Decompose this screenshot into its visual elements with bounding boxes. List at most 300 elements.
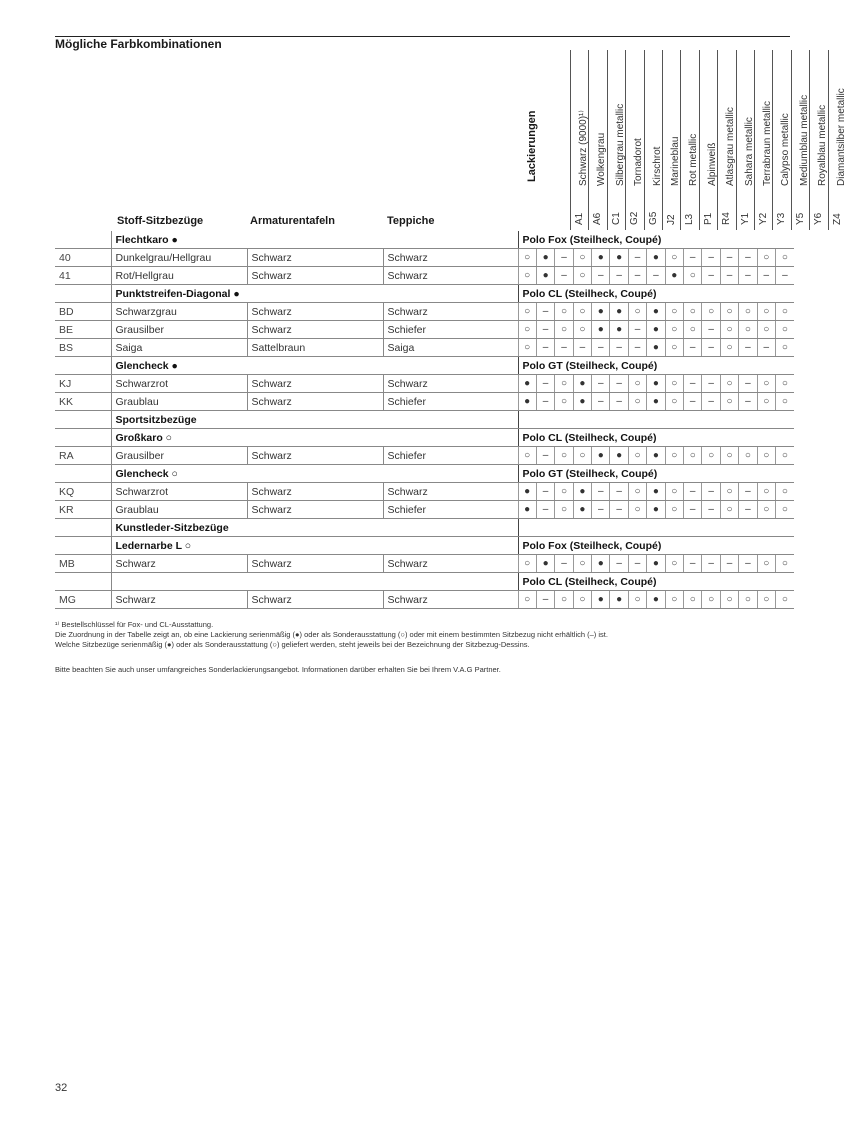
availability-mark: – (702, 339, 720, 357)
carpet-cell: Schiefer (383, 447, 518, 465)
availability-mark: ○ (665, 321, 683, 339)
availability-mark: – (628, 321, 646, 339)
availability-mark: – (555, 555, 573, 573)
seat-cell: Graublau (111, 393, 247, 411)
paint-name: Schwarz (9000)¹⁾ (578, 110, 589, 186)
availability-mark: ○ (702, 303, 720, 321)
section-row (55, 519, 794, 537)
model-label: Polo GT (Steilheck, Coupé) (518, 465, 794, 483)
availability-mark: ● (647, 375, 665, 393)
availability-mark: ○ (555, 321, 573, 339)
availability-mark: ○ (720, 393, 738, 411)
availability-mark: – (684, 393, 702, 411)
dash-cell: Schwarz (247, 393, 383, 411)
availability-mark: – (610, 483, 628, 501)
section-label: Punktstreifen-Diagonal ● (111, 285, 518, 303)
section-row (55, 411, 794, 429)
availability-mark: – (684, 501, 702, 519)
availability-mark: ○ (702, 447, 720, 465)
color-combination-table (55, 231, 794, 609)
dash-cell: Schwarz (247, 555, 383, 573)
seat-cell: Schwarzrot (111, 483, 247, 501)
dash-cell: Schwarz (247, 303, 383, 321)
availability-mark: – (684, 339, 702, 357)
section-label: Sportsitzbezüge (111, 411, 518, 429)
availability-mark: ○ (573, 555, 591, 573)
availability-mark: ○ (555, 501, 573, 519)
availability-mark: ○ (757, 483, 775, 501)
paint-name: Alpinweiß (706, 142, 718, 186)
availability-mark: ○ (665, 303, 683, 321)
availability-mark: ○ (665, 501, 683, 519)
section-label (111, 573, 518, 591)
availability-mark: ● (610, 591, 628, 609)
model-label: Polo Fox (Steilheck, Coupé) (518, 231, 794, 249)
availability-mark: – (720, 249, 738, 267)
paint-column-g5 (644, 50, 663, 230)
availability-mark: ● (592, 447, 610, 465)
footnote-1: ¹⁾ Bestellschlüssel für Fox- und CL-Ausstattung. (55, 620, 214, 629)
carpet-cell: Schwarz (383, 555, 518, 573)
availability-mark: – (739, 393, 757, 411)
availability-mark: ○ (702, 591, 720, 609)
availability-mark: ○ (518, 339, 536, 357)
availability-mark: ○ (665, 591, 683, 609)
availability-mark: ● (647, 591, 665, 609)
section-row (55, 465, 794, 483)
availability-mark: ○ (628, 303, 646, 321)
code-cell: BE (55, 321, 111, 339)
paint-name: Silbergrau metallic (614, 103, 626, 186)
availability-mark: ● (610, 447, 628, 465)
header-carpet: Teppiche (387, 215, 435, 227)
dash-cell: Schwarz (247, 591, 383, 609)
section-row (55, 231, 794, 249)
code-cell (55, 285, 111, 303)
availability-mark: – (536, 501, 554, 519)
availability-mark: ● (573, 393, 591, 411)
availability-mark: ○ (628, 591, 646, 609)
availability-mark: – (739, 483, 757, 501)
carpet-cell: Saiga (383, 339, 518, 357)
availability-mark: ○ (665, 393, 683, 411)
availability-mark: ○ (628, 375, 646, 393)
availability-mark: ● (647, 555, 665, 573)
availability-mark: – (720, 555, 738, 573)
availability-mark: ○ (720, 483, 738, 501)
paint-column-y2 (754, 50, 773, 230)
availability-mark: ● (592, 303, 610, 321)
availability-mark: ● (518, 393, 536, 411)
availability-mark: ○ (720, 447, 738, 465)
paint-code: R4 (721, 212, 733, 225)
availability-mark: – (739, 501, 757, 519)
code-cell: MG (55, 591, 111, 609)
availability-mark: ● (610, 249, 628, 267)
availability-mark: ○ (518, 555, 536, 573)
availability-mark: ○ (518, 303, 536, 321)
availability-mark: ○ (518, 249, 536, 267)
lackierungen-label: Lackierungen (526, 110, 538, 182)
availability-mark: ○ (775, 303, 793, 321)
paint-column-y5 (791, 50, 810, 230)
availability-mark: – (536, 303, 554, 321)
paint-code: Y3 (776, 212, 788, 225)
availability-mark: ○ (720, 375, 738, 393)
section-row (55, 537, 794, 555)
availability-mark: ● (665, 267, 683, 285)
availability-mark: ○ (739, 447, 757, 465)
availability-mark: ● (573, 483, 591, 501)
special-paint-note: Bitte beachten Sie auch unser umfangreiches Sonderlackierungsangebot. Informationen darüber erhalten Sie bei Ihrem V.A.G Partner. (55, 665, 501, 674)
availability-mark: – (536, 483, 554, 501)
paint-name: Calypso metallic (780, 113, 792, 186)
carpet-cell: Schwarz (383, 267, 518, 285)
code-cell: KR (55, 501, 111, 519)
paint-column-j2 (662, 50, 681, 230)
table-row (55, 501, 794, 519)
section-label: Kunstleder-Sitzbezüge (111, 519, 518, 537)
availability-mark: ○ (684, 303, 702, 321)
availability-mark: ○ (739, 321, 757, 339)
availability-mark: ○ (757, 393, 775, 411)
availability-mark: ○ (555, 375, 573, 393)
availability-mark: ○ (684, 321, 702, 339)
availability-mark: ○ (628, 483, 646, 501)
paint-name: Kirschrot (651, 146, 663, 186)
availability-mark: ○ (555, 303, 573, 321)
model-label (518, 519, 794, 537)
availability-mark: ○ (628, 501, 646, 519)
availability-mark: ○ (720, 339, 738, 357)
dash-cell: Schwarz (247, 483, 383, 501)
code-cell: BS (55, 339, 111, 357)
model-label: Polo CL (Steilheck, Coupé) (518, 429, 794, 447)
seat-cell: Schwarzgrau (111, 303, 247, 321)
availability-mark: ● (592, 555, 610, 573)
availability-mark: – (647, 267, 665, 285)
seat-cell: Schwarz (111, 591, 247, 609)
availability-mark: – (702, 483, 720, 501)
carpet-cell: Schwarz (383, 303, 518, 321)
availability-mark: ○ (757, 375, 775, 393)
availability-mark: – (628, 339, 646, 357)
code-cell (55, 429, 111, 447)
table-row (55, 393, 794, 411)
seat-cell: Schwarzrot (111, 375, 247, 393)
dash-cell: Schwarz (247, 501, 383, 519)
paint-code: P1 (702, 212, 714, 225)
table-row (55, 321, 794, 339)
availability-mark: ● (647, 303, 665, 321)
paint-column-a1 (570, 50, 589, 230)
availability-mark: ○ (775, 375, 793, 393)
code-cell (55, 411, 111, 429)
availability-mark: ○ (628, 447, 646, 465)
availability-mark: ○ (775, 447, 793, 465)
carpet-cell: Schwarz (383, 375, 518, 393)
availability-mark: ● (592, 321, 610, 339)
availability-mark: – (536, 447, 554, 465)
availability-mark: ● (647, 501, 665, 519)
paint-code: Y1 (739, 212, 751, 225)
availability-mark: – (536, 321, 554, 339)
table-row (55, 303, 794, 321)
availability-mark: – (684, 483, 702, 501)
availability-mark: – (610, 393, 628, 411)
paint-code: L3 (684, 213, 696, 225)
availability-mark: – (739, 375, 757, 393)
code-cell: RA (55, 447, 111, 465)
carpet-cell: Schiefer (383, 321, 518, 339)
availability-mark: ○ (775, 321, 793, 339)
availability-mark: ○ (573, 303, 591, 321)
availability-mark: ○ (757, 303, 775, 321)
availability-mark: ○ (775, 339, 793, 357)
paint-code: A6 (592, 212, 604, 225)
availability-mark: – (628, 267, 646, 285)
availability-mark: ○ (757, 447, 775, 465)
availability-mark: ● (647, 339, 665, 357)
availability-mark: – (702, 267, 720, 285)
paint-code: G5 (647, 211, 659, 225)
header-dash: Armaturentafeln (250, 215, 335, 227)
availability-mark: – (628, 555, 646, 573)
availability-mark: ● (647, 483, 665, 501)
footnote-3: Welche Sitzbezüge serienmäßig (●) oder als Sonderausstattung (○) geliefert werden, steht jeweils bei der Bezeichnung der Sitzbezug-Dessins. (55, 640, 530, 649)
table-row (55, 375, 794, 393)
paint-column-g2 (625, 50, 644, 230)
availability-mark: ○ (757, 321, 775, 339)
table-row (55, 339, 794, 357)
paint-column-y1 (736, 50, 755, 230)
paint-header (55, 50, 847, 230)
availability-mark: – (536, 339, 554, 357)
page-number: 32 (55, 1082, 68, 1094)
availability-mark: – (702, 501, 720, 519)
availability-mark: – (536, 393, 554, 411)
availability-mark: ○ (573, 591, 591, 609)
availability-mark: ○ (720, 321, 738, 339)
carpet-cell: Schwarz (383, 483, 518, 501)
availability-mark: ○ (720, 501, 738, 519)
availability-mark: – (610, 555, 628, 573)
section-label: Flechtkaro ● (111, 231, 518, 249)
seat-cell: Grausilber (111, 321, 247, 339)
availability-mark: ○ (775, 483, 793, 501)
paint-column-y6 (809, 50, 828, 230)
code-cell: KJ (55, 375, 111, 393)
dash-cell: Schwarz (247, 267, 383, 285)
table-row (55, 591, 794, 609)
availability-mark: ○ (739, 303, 757, 321)
code-cell (55, 357, 111, 375)
availability-mark: ○ (665, 555, 683, 573)
section-row (55, 429, 794, 447)
availability-mark: ● (592, 591, 610, 609)
model-label: Polo GT (Steilheck, Coupé) (518, 357, 794, 375)
paint-column-z4 (828, 50, 847, 230)
section-row (55, 285, 794, 303)
availability-mark: – (555, 249, 573, 267)
code-cell (55, 465, 111, 483)
carpet-cell: Schwarz (383, 591, 518, 609)
availability-mark: ○ (628, 393, 646, 411)
paint-name: Diamantsilber metallic (835, 88, 847, 186)
availability-mark: – (684, 555, 702, 573)
availability-mark: – (610, 267, 628, 285)
availability-mark: – (739, 249, 757, 267)
availability-mark: – (702, 249, 720, 267)
availability-mark: ○ (555, 483, 573, 501)
availability-mark: ○ (573, 447, 591, 465)
availability-mark: – (628, 249, 646, 267)
availability-mark: – (573, 339, 591, 357)
dash-cell: Sattelbraun (247, 339, 383, 357)
availability-mark: ○ (775, 591, 793, 609)
paint-code: C1 (610, 212, 622, 225)
availability-mark: – (739, 267, 757, 285)
availability-mark: ● (647, 249, 665, 267)
model-label: Polo Fox (Steilheck, Coupé) (518, 537, 794, 555)
availability-mark: ● (610, 321, 628, 339)
availability-mark: ○ (720, 591, 738, 609)
availability-mark: ○ (518, 591, 536, 609)
availability-mark: – (739, 339, 757, 357)
carpet-cell: Schwarz (383, 249, 518, 267)
availability-mark: ○ (555, 393, 573, 411)
availability-mark: ● (518, 375, 536, 393)
code-cell: BD (55, 303, 111, 321)
availability-mark: – (592, 483, 610, 501)
availability-mark: – (610, 501, 628, 519)
availability-mark: ● (610, 303, 628, 321)
availability-mark: – (702, 393, 720, 411)
paint-name: Mediumblau metallic (798, 94, 810, 186)
paint-column-r4 (717, 50, 736, 230)
availability-mark: ○ (684, 447, 702, 465)
paint-name: Marineblau (670, 136, 681, 186)
availability-mark: – (720, 267, 738, 285)
availability-mark: ○ (573, 267, 591, 285)
model-label: Polo CL (Steilheck, Coupé) (518, 573, 794, 591)
availability-mark: ○ (665, 447, 683, 465)
paint-code: J2 (666, 214, 677, 225)
paint-name: Sahara metallic (743, 117, 755, 186)
code-cell (55, 519, 111, 537)
seat-cell: Dunkelgrau/Hellgrau (111, 249, 247, 267)
paint-code: Y2 (758, 212, 769, 225)
availability-mark: ○ (573, 321, 591, 339)
page-title: Mögliche Farbkombinationen (55, 37, 222, 51)
table-row (55, 555, 794, 573)
availability-mark: – (555, 267, 573, 285)
availability-mark: – (684, 249, 702, 267)
availability-mark: – (536, 591, 554, 609)
seat-cell: Grausilber (111, 447, 247, 465)
availability-mark: ○ (518, 321, 536, 339)
section-row (55, 357, 794, 375)
availability-mark: ● (573, 375, 591, 393)
paint-name: Terrabraun metallic (762, 100, 773, 186)
availability-mark: – (592, 393, 610, 411)
seat-cell: Saiga (111, 339, 247, 357)
code-cell: 41 (55, 267, 111, 285)
availability-mark: ○ (684, 267, 702, 285)
paint-code: G2 (629, 211, 641, 225)
seat-cell: Graublau (111, 501, 247, 519)
paint-code: Y6 (813, 212, 825, 225)
paint-name: Tornadorot (633, 138, 645, 186)
paint-name: Royalblau metallic (817, 104, 829, 186)
paint-column-l3 (680, 50, 699, 230)
availability-mark: ○ (757, 591, 775, 609)
availability-mark: – (592, 339, 610, 357)
paint-code: Z4 (831, 213, 843, 225)
availability-mark: ○ (739, 591, 757, 609)
dash-cell: Schwarz (247, 375, 383, 393)
seat-cell: Schwarz (111, 555, 247, 573)
availability-mark: – (739, 555, 757, 573)
availability-mark: – (610, 375, 628, 393)
model-label: Polo CL (Steilheck, Coupé) (518, 285, 794, 303)
availability-mark: – (702, 375, 720, 393)
availability-mark: – (775, 267, 793, 285)
paint-name: Rot metallic (688, 133, 700, 186)
paint-column-a6 (588, 50, 607, 230)
availability-mark: ○ (775, 393, 793, 411)
dash-cell: Schwarz (247, 447, 383, 465)
availability-mark: – (536, 375, 554, 393)
availability-mark: ○ (684, 591, 702, 609)
paint-column-p1 (699, 50, 718, 230)
model-label (518, 411, 794, 429)
availability-mark: ○ (757, 249, 775, 267)
availability-mark: ○ (518, 447, 536, 465)
availability-mark: ○ (665, 339, 683, 357)
availability-mark: ● (518, 501, 536, 519)
footnotes (55, 620, 790, 650)
code-cell (55, 573, 111, 591)
availability-mark: ○ (775, 249, 793, 267)
availability-mark: ○ (555, 447, 573, 465)
footnote-2: Die Zuordnung in der Tabelle zeigt an, ob eine Lackierung serienmäßig (●) oder als Sonderausstattung (○) oder mit einem bestimmten Sitzbezug nicht erhältlich (–) ist. (55, 630, 608, 639)
availability-mark: ● (647, 321, 665, 339)
availability-mark: ● (647, 393, 665, 411)
availability-mark: ○ (573, 249, 591, 267)
availability-mark: ○ (665, 249, 683, 267)
availability-mark: – (684, 375, 702, 393)
carpet-cell: Schiefer (383, 501, 518, 519)
section-label: Glencheck ● (111, 357, 518, 375)
section-row (55, 573, 794, 591)
table-row (55, 249, 794, 267)
dash-cell: Schwarz (247, 249, 383, 267)
availability-mark: ● (647, 447, 665, 465)
availability-mark: – (592, 267, 610, 285)
availability-mark: ○ (775, 555, 793, 573)
paint-name: Wolkengrau (596, 132, 608, 186)
availability-mark: ○ (775, 501, 793, 519)
availability-mark: ● (536, 267, 554, 285)
paint-column-c1 (607, 50, 626, 230)
availability-mark: – (555, 339, 573, 357)
availability-mark: – (757, 339, 775, 357)
availability-mark: ○ (757, 501, 775, 519)
section-label: Ledernarbe L ○ (111, 537, 518, 555)
table-row (55, 447, 794, 465)
paint-code: A1 (574, 212, 585, 225)
